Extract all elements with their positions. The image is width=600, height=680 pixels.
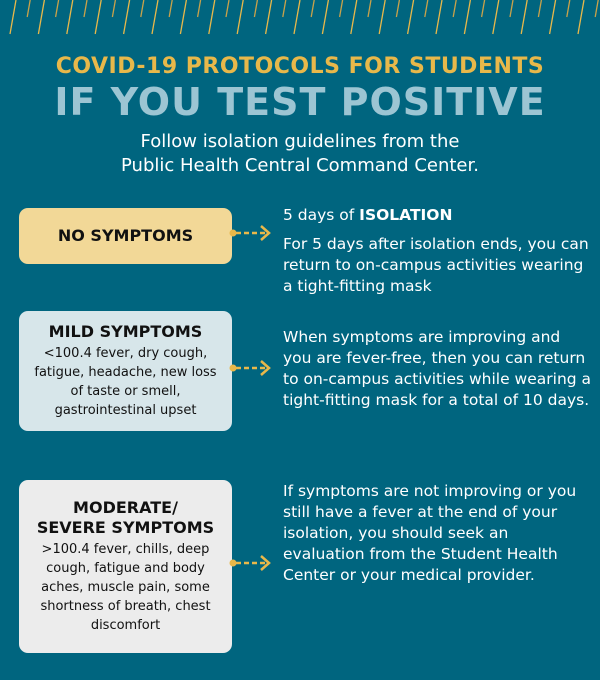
stripe [322,0,328,34]
stripe [84,0,87,17]
stripe [379,0,385,34]
box-label: MODERATE/ [73,498,178,517]
stripe [408,0,414,34]
stripe [169,0,172,17]
stripe [311,0,314,17]
severe-symptoms-box [19,480,232,653]
stripe [510,0,513,17]
stripe [209,0,215,34]
box-detail: >100.4 fever, chills, deep cough, fatigue and body aches, muscle pain, some shortness of breath, chest discomfort [40,542,211,633]
box-label: NO SYMPTOMS [57,226,194,245]
mild-symptoms-box [19,311,232,431]
stripe [152,0,158,34]
stripe [141,0,144,17]
stripe [226,0,229,17]
no-symptoms-box [19,208,232,264]
stripe [67,0,73,34]
stripe [112,0,115,17]
stripe [56,0,59,17]
arrow-icon [228,223,274,243]
stripe [340,0,343,17]
stripe [124,0,130,34]
stripe [482,0,485,17]
stripe [10,0,16,34]
stripe [436,0,442,34]
stripe [425,0,428,17]
stripe [538,0,541,17]
subtitle [0,130,600,178]
mild-symptoms-guidance: When symptoms are improving and you are fever-free, then you can return to on-campus activities while wearing a tight-fitting mask for a total of 10 days. [283,328,592,409]
arrow-icon [228,553,274,573]
stripe [198,0,201,17]
stripe [254,0,257,17]
box-label: SEVERE SYMPTOMS [36,518,215,537]
stripe [27,0,30,17]
stripe [567,0,570,17]
stripe [595,0,598,17]
box-detail: <100.4 fever, dry cough, fatigue, headache, new loss of taste or smell, gastrointestinal upset [34,346,217,418]
page-title: COVID-19 PROTOCOLS FOR STUDENTS [55,54,545,79]
guidance-text: For 5 days after isolation ends, you can return to on-campus activities wearing a tight-fitting mask [283,235,589,295]
stripe [237,0,243,34]
stripe [521,0,527,34]
stripe [453,0,456,17]
stripe [266,0,272,34]
stripe [368,0,371,17]
stripe [294,0,300,34]
subtitle-line: Public Health Central Command Center. [121,155,479,176]
stripe [578,0,584,34]
isolation-emphasis: ISOLATION [359,206,453,224]
subtitle-line: Follow isolation guidelines from the [140,131,460,152]
stripe [180,0,186,34]
headline: IF YOU TEST POSITIVE [54,80,546,124]
stripe [283,0,286,17]
stripe [95,0,101,34]
stripe [38,0,44,34]
stripe [351,0,357,34]
arrow-icon [228,358,274,378]
stripe [396,0,399,17]
stripe [464,0,470,34]
decorative-stripes [0,0,600,36]
no-symptoms-guidance [283,205,593,297]
severe-symptoms-guidance: If symptoms are not improving or you still have a fever at the end of your isolation, you should seek an evaluation from the Student Health Center or your medical provider. [283,482,577,584]
stripe [550,0,556,34]
box-label: MILD SYMPTOMS [48,322,203,341]
isolation-prefix: 5 days of [283,206,360,224]
stripe [493,0,499,34]
